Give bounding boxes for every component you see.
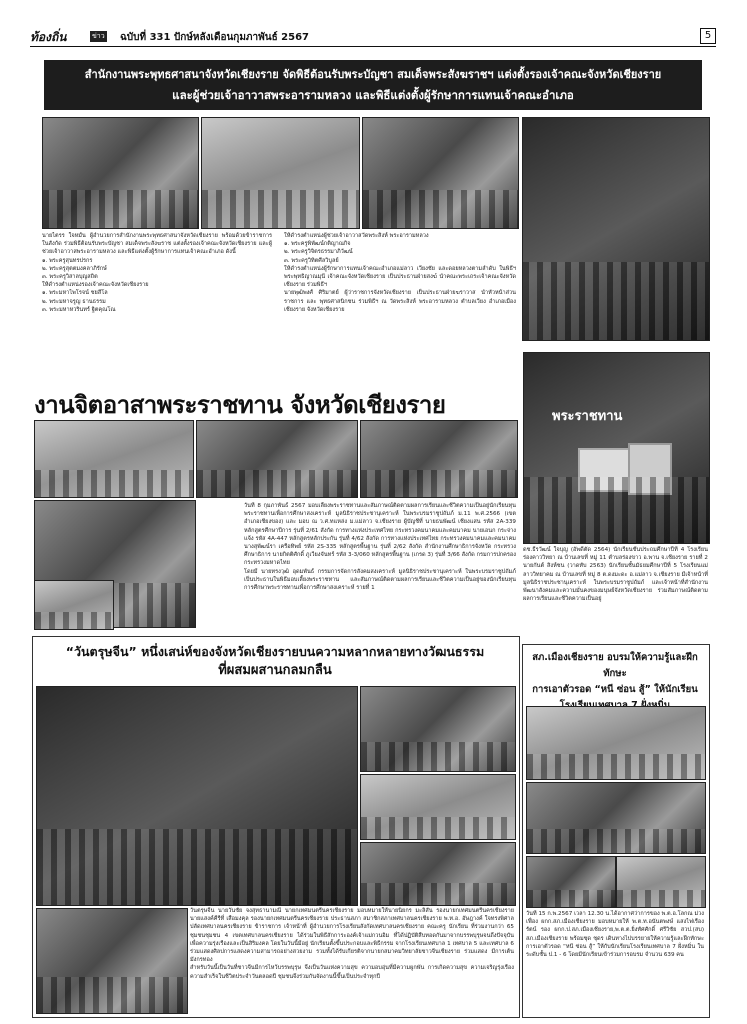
article3-photo-main bbox=[36, 686, 358, 906]
article4-photo-3 bbox=[526, 856, 616, 908]
article1-headline-banner bbox=[44, 60, 702, 110]
article1-headline-line1: สำนักงานพระพุทธศาสนาจังหวัดเชียงราย จัดพิธีต้อนรับพระบัญชา สมเด็จพระสังฆราชฯ แต่งตั้งรองเจ้าคณะจังหวัดเชียงราย bbox=[84, 68, 662, 81]
article1-col2-p2: นายพุฒิพงศ์ ศิริมาตย์ ผู้ว่าราชการจังหวัดเชียงราย เป็นประธานฝ่ายฆราวาส นำหัวหน้าส่วนราชการ และ พุทธศาสนิกชน ร่วมพิธีฯ ณ วัดพระสิงห์ พระอารามหลวง ตำบลเวียง อำเภอเมืองเชียงราย จังหวัดเชียงราย bbox=[284, 290, 516, 313]
list-item: ๒. พระครูวิจิตรธรรมาภิวัฒน์ bbox=[284, 249, 353, 256]
article2-photo-1 bbox=[34, 420, 194, 498]
list-item: ๑. พระมหาไพโรจน์ ชยสีโล bbox=[42, 290, 108, 297]
portrait-frame bbox=[628, 443, 672, 495]
article1-photo-1 bbox=[42, 117, 199, 229]
article2-body bbox=[244, 502, 516, 634]
article1-col2 bbox=[284, 232, 516, 344]
article3-headline-line1: “วันตรุษจีน” หนึ่งเสน่ห์ของจังหวัดเชียงรายบนความหลากหลายทางวัฒนธรรม bbox=[65, 644, 485, 659]
article1-photo-2 bbox=[201, 117, 360, 229]
masthead bbox=[30, 28, 716, 47]
article1-col2-intro: ให้ดำรงตำแหน่งผู้ช่วยเจ้าอาวาสวัดพระสิงห์ พระอารามหลวง bbox=[284, 233, 429, 239]
page-number: 5 bbox=[700, 28, 716, 44]
list-item: ๓. พระครูวิทิตศีลวิบูลย์ bbox=[284, 257, 339, 264]
article2-side-body-text: ดช.ธีรวัฒน์ ใจบุญ (อัพดีตัด 2564) นักเรียนชั้นประถมศึกษาปีที่ 4 โรงเรียนร่องคาววิทยา ณ บ้านเลขที่ หมู่ 11 ตำบลร่องขาว อ.พาน จ.เชียงราย รายที่ 2 นายกันต์ สิงห์ชน (วาดทับ 2563) นักเรียนชั้นมัธยมศึกษาปีที่ 5 โรงเรียนแม่ลาววิทยาคม ณ บ้านเลขที่ หมู่ 8 ต.ดงมะดะ อ.แม่ลาว จ.เชียงราย มีเจ้าหน้าที่มูลนิธิราชประชานุเคราะห์ ในพระบรมราชูปถัมภ์ และเจ้าหน้าที่สำนักงานพัฒนาสังคมและความมั่นคงของมนุษย์จังหวัดเชียงราย ร่วมสัมภาษณ์ติดตามผลการเรียนและชีวิตความเป็นอยู่ bbox=[523, 547, 708, 603]
article4-photo-1 bbox=[526, 706, 706, 780]
logo-text: ท้องถิ่น bbox=[30, 30, 67, 44]
article3-headline-line2: ที่ผสมผสานกลมกลืน bbox=[218, 663, 332, 678]
article1-col1-intro: นายไตรร ใจหมั้น ผู้อำนวยการสำนักงานพระพุทธศาสนาจังหวัดเชียงราย พร้อมด้วยข้าราชการในสังกัด ร่วมพิธีต้อนรับพระบัญชา สมเด็จพระสังฆราช แต่งตั้งรองเจ้าคณะจังหวัดเชียงราย และผู้ช่วยเจ้าอาวาสพระอารามหลวง และพิธีแต่งตั้งผู้รักษาการแทนเจ้าคณะอำเภอ ดังนี้ bbox=[42, 233, 272, 256]
article2-side-body bbox=[523, 546, 708, 636]
article2-body-p1: วันที่ 8 กุมภาพันธ์ 2567 มอบเลี้ยงพระราชทานและสัมภาษณ์ติดตามผลการเรียนและชีวิตความเป็นอยู่นักเรียนทุนพระราชทานเพื่อการศึกษาสงเคราะห์ มูลนิธิราชประชานุเคราะห์ ในพระบรมราชูปถัมภ์ ม.11 พ.ศ.2566 (เขตอำเภอเชียงของ) และ มอบ ณ ว.ศ.ทแหล่ง ม.แม่ลาว จ.เชียงราย ผู้บัญชีที่ นายธนพัฒน์ เชียงแสน รหัส 2A-339 หลักสูตรศึกษาปีการ รุ่นที่ 2/61 สังกัด การทางแห่งประเทศไทย กระทรวงคมนาคมและคมนาคม นายเอนก กระจ่างแจ้ง รหัส 4A-447 หลักสูตรหลักประกัน รุ่นที่ 4/62 สังกัด การทางแห่งประเทศไทย กระทรวงคมนาคมและคมนาคม นางสุพัฒน์รา เครือทิพย์ รหัส 2S-335 หลักสูตรพื้นฐาน รุ่นที่ 2/62 สังกัด สำนักงานศึกษาธิการจังหวัด กระทรวงศึกษาธิการ นายกิตติศักดิ์ ภูเวียงจันทร์ รหัส 3-3/060 หลักสูตรพื้นฐาน (เกรด 3) รุ่นที่ 3/66 สังกัด กรมการปกครอง กระทรวงมหาดไทย bbox=[244, 503, 516, 567]
logo-tag: ข่าว bbox=[92, 32, 105, 40]
article4-headline-line1: สภ.เมืองเชียงราย อบรมให้ความรู้และฝึกทักษะ bbox=[532, 652, 698, 679]
article3-photo-3 bbox=[360, 774, 516, 840]
article4-headline-line2: การเอาตัวรอด “หนี ซ่อน สู้” ให้นักเรียน bbox=[532, 684, 698, 695]
list-item: ๓. พระครูวิสาลบุญสถิต bbox=[42, 274, 98, 281]
shirt-text: พระราชทาน bbox=[552, 409, 623, 424]
article1-col1-sub: ให้ดำรงตำแหน่งรองเจ้าคณะจังหวัดเชียงราย bbox=[42, 282, 149, 289]
article3-body-p1: วันตรุษจีน นายวันชัย จงสุทธานามณี นายกเทศมนตรีนครเชียงราย มอบหมายให้นายนิยกร มะลิสัน รองนายกเทศมนตรีนครเชียงราย นายแสงค์คีรีที่ เสือมงคุล รองนายกเทศมนตรีนครเชียงราย ประธานสภา สมาชิกสภาเทศบาลนครเชียงราย พ.ท.อ. อัษฎางค์ ใจทรงพิศาล ปลัดเทศบาลนครเชียงราย ข้าราชการ เจ้าหน้าที่ ผู้อำนวยการโรงเรียนสังกัดเทศบาลนครเชียงราย คณะครู นักเรียน ที่ร่วมงานกว่า 65 ชุมชนชุมชน 4 เขตเทศบาลนครเชียงราย ได้ร่วมในพิธีสักการะองค์เจ้าแม่กวนอิม ที่ได้ปฏิบัติสืบทอดกันมาจากบรรพบุรุษจนถึงปัจจุบัน เพื่อความรุ่งเรืองและเป็นสิริมงคล โดยในวันนี้มีอยู่ นักเรียนตั้งขึ้นประกอบและพิธีกรรม จากโรงเรียนเทศบาล 1 เทศบาล 5 และเทศบาล 6 ร่วมแสดงศิลปการแสดงความสามารถอย่างสวยงาม รวมทั้งได้รับเกียรติจากนายกสมาคมวิทยาลัยชาวจีนเชียงราย ร่วมแสดง มีการเต้น มังกรทอง bbox=[190, 908, 514, 964]
list-item: ๓. พระมหาหวรินทร์ ฐิตคุณโณ bbox=[42, 306, 116, 313]
article2-photo-3 bbox=[360, 420, 518, 498]
article2-headline: งานจิตอาสาพระราชทาน จังหวัดเชียงราย bbox=[34, 391, 446, 419]
article2-body-p2: โดยมี นายทรงวุฒิ อุดมพันธ์ กรรมการจัดการสังคมสงเคราะห์ มูลนิธิราชประชานุเคราะห์ ในพระบรมราชูปถัมภ์ เป็นประธานในพิธีมอบเลี้ยงพระราชทาน และสัมภาษณ์ติดตามผลการเรียนและชีวิตความเป็นอยู่ของนักเรียนทุนการศึกษาพระราชทานเพื่อการศึกษาสงเคราะห์ รายที่ 1 bbox=[244, 568, 516, 592]
article1-photo-3 bbox=[362, 117, 519, 229]
list-item: ๑. พระครูพิพัฒน์กติญาณกิจ bbox=[284, 241, 351, 248]
article1-headline-line2: และผู้ช่วยเจ้าอาวาสพระอารามหลวง และพิธีแต่งตั้งผู้รักษาการแทนเจ้าคณะอำเภอ bbox=[172, 88, 574, 102]
article4-body-text: วันที่ 15 ก.พ.2567 เวลา 12.30 น.ได้อากาศว่าการของ พ.ต.อ.โลกณ ม่วงเฟื่อง ผกก.สภ.เมืองเชียงราย มอบหมายให้ พ.ต.ท.อนันตพงษ์ แสงไฟเรืองรัตน์ รอง ผกก.ป.สภ.เมืองเชียงราย,พ.ต.ต.ยิ่งทัศศักดิ์ ศรีวิชัย สวป.(สบ) สภ.เมืองเชียงราย พร้อมชุด ชุดร เดินทางไปบรรยายให้ความรู้และฝึกทักษะการเอาตัวรอด “หนี ซ่อน สู้” ให้กับนักเรียนโรงเรียนเทศบาล 7 ฝั่งหมิ่น ในระดับชั้น ป.1 - 6 โดยมีนักเรียนเข้าร่วมการอบรม จำนวน 639 คน bbox=[526, 911, 704, 959]
article3-body bbox=[190, 907, 514, 1013]
article2-side-photo bbox=[523, 352, 710, 544]
article4-photo-4 bbox=[616, 856, 706, 908]
article3-body-p2: สำหรับวันนี้เป็นวันที่ชาวจีนมีการไหว้บรรพบุรุษ จึงเป็นวันแห่งความสุข ความอบอุ่นที่มีความผูกพัน การเกิดความสุข ความเจริญรุ่งเรือง ความสำเร็จในชีวิตประจำวันตลอดปี ชุมชนจึงร่วมกันจัดงานนี้ขึ้นเป็นประจำทุกปี bbox=[190, 965, 514, 980]
article2-photo-2 bbox=[196, 420, 358, 498]
article4-headline bbox=[524, 650, 706, 714]
article4-body bbox=[526, 910, 704, 1012]
article4-photo-2 bbox=[526, 782, 706, 854]
article3-photo-small bbox=[36, 908, 188, 1014]
article3-photo-2 bbox=[360, 686, 516, 772]
portrait-frame bbox=[578, 448, 630, 492]
article1-photo-tall bbox=[522, 117, 710, 341]
list-item: ๒. พระมหาจรูญ ธานธรรม bbox=[42, 298, 106, 305]
issue-line: ฉบับที่ 331 ปักษ์หลังเดือนกุมภาพันธ์ 2567 bbox=[120, 32, 309, 43]
article1-col1 bbox=[42, 232, 272, 344]
article1-col2-p1: ให้ดำรงตำแหน่งผู้รักษาการแทนเจ้าคณะอำเภอแม่ลาว เวียงชัย และดอยหลวงตามลำดับ ในพิธีฯ พระพุทธิญาณมุนี เจ้าคณะจังหวัดเชียงราย เป็นประธานฝ่ายสงฆ์ นำคณะพระเถระเจ้าคณะจังหวัดเชียงราย ร่วมพิธีฯ bbox=[284, 265, 516, 289]
list-item: ๒. พระครูสุตตมงคลาภิรักษ์ bbox=[42, 265, 107, 272]
article2-photo-5 bbox=[34, 580, 114, 630]
article3-photo-4 bbox=[360, 842, 516, 906]
article3-headline bbox=[34, 642, 516, 680]
list-item: ๑. พระครูสุนทรปรกร bbox=[42, 257, 93, 264]
